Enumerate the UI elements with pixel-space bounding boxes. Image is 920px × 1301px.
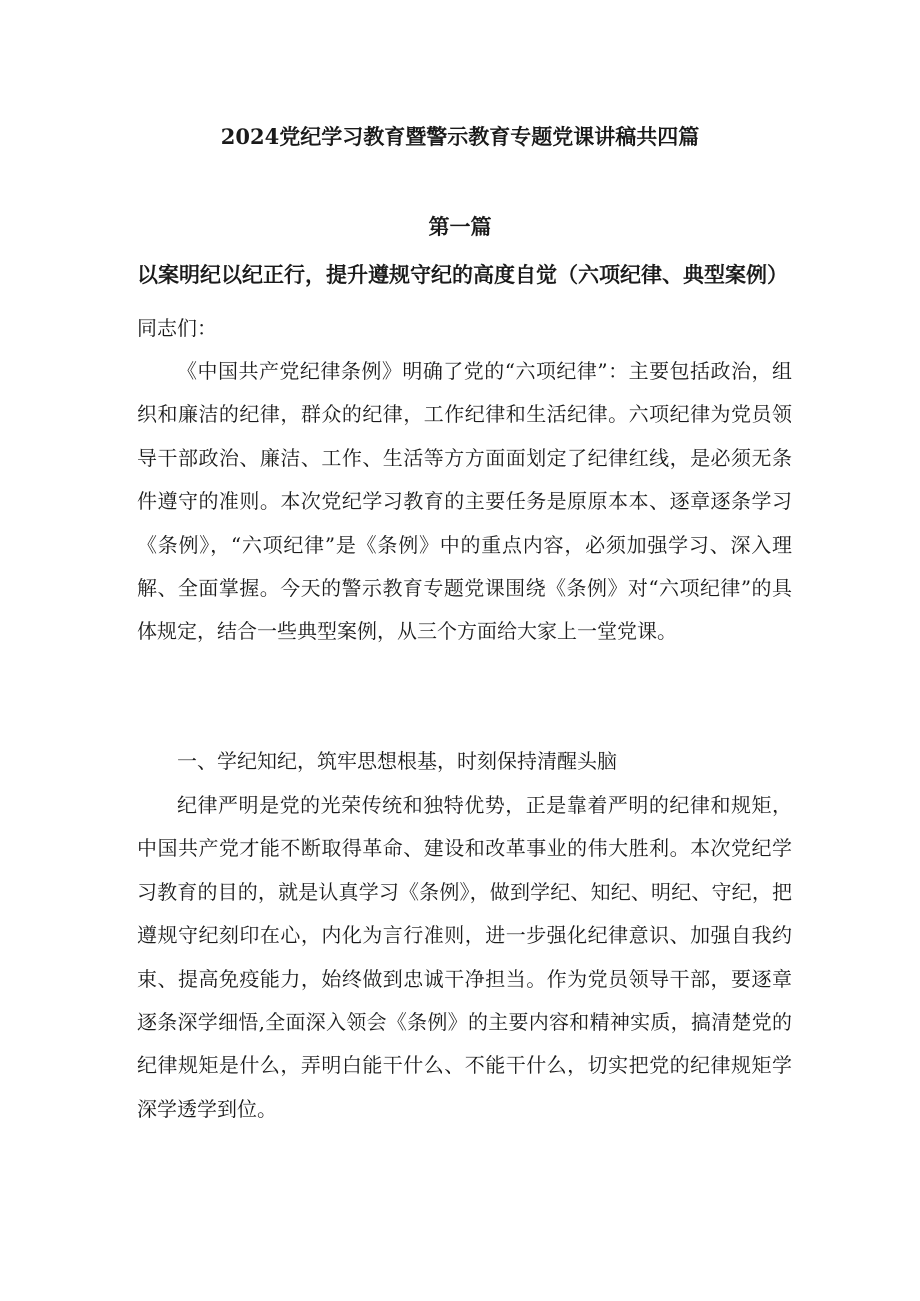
salutation: 同志们：	[137, 316, 217, 340]
document-title: 2024党纪学习教育暨警示教育专题党课讲稿共四篇	[220, 124, 700, 149]
body-paragraph: 纪律严明是党的光荣传统和独特优势，正是靠着严明的纪律和规矩，中国共产党才能不断取得革命、建设和改革事业的伟大胜利。本次党纪学习教育的目的，就是认真学习《条例》，做到学纪、知纪、明纪、守纪，把遵规守纪刻印在心，内化为言行准则，进一步强化纪律意识、加强自我约束、提高免疫能力，始终做到忠诚干净担当。作为党员领导干部，要逐章逐条深学细悟,全面深入领会《条例》的主要内容和精神实质，搞清楚党的纪律规矩是什么，弄明白能干什么、不能干什么，切实把党的纪律规矩学深学透学到位。	[137, 793, 792, 1121]
subsection-heading: 一、学纪知纪，筑牢思想根基，时刻保持清醒头脑	[177, 749, 617, 773]
section-heading: 第一篇	[428, 214, 492, 239]
body-paragraph: 《中国共产党纪律条例》明确了党的“六项纪律”：主要包括政治，组织和廉洁的纪律，群众的纪律，工作纪律和生活纪律。六项纪律为党员领导干部政治、廉洁、工作、生活等方方面面划定了纪律红线，是必须无条件遵守的准则。本次党纪学习教育的主要任务是原原本本、逐章逐条学习《条例》，“六项纪律”是《条例》中的重点内容，必须加强学习、深入理解、全面掌握。今天的警示教育专题党课围绕《条例》对“六项纪律”的具体规定，结合一些典型案例，从三个方面给大家上一堂党课。	[137, 359, 792, 644]
section-subtitle: 以案明纪以纪正行，提升遵规守纪的高度自觉（六项纪律、典型案例）	[137, 262, 788, 287]
